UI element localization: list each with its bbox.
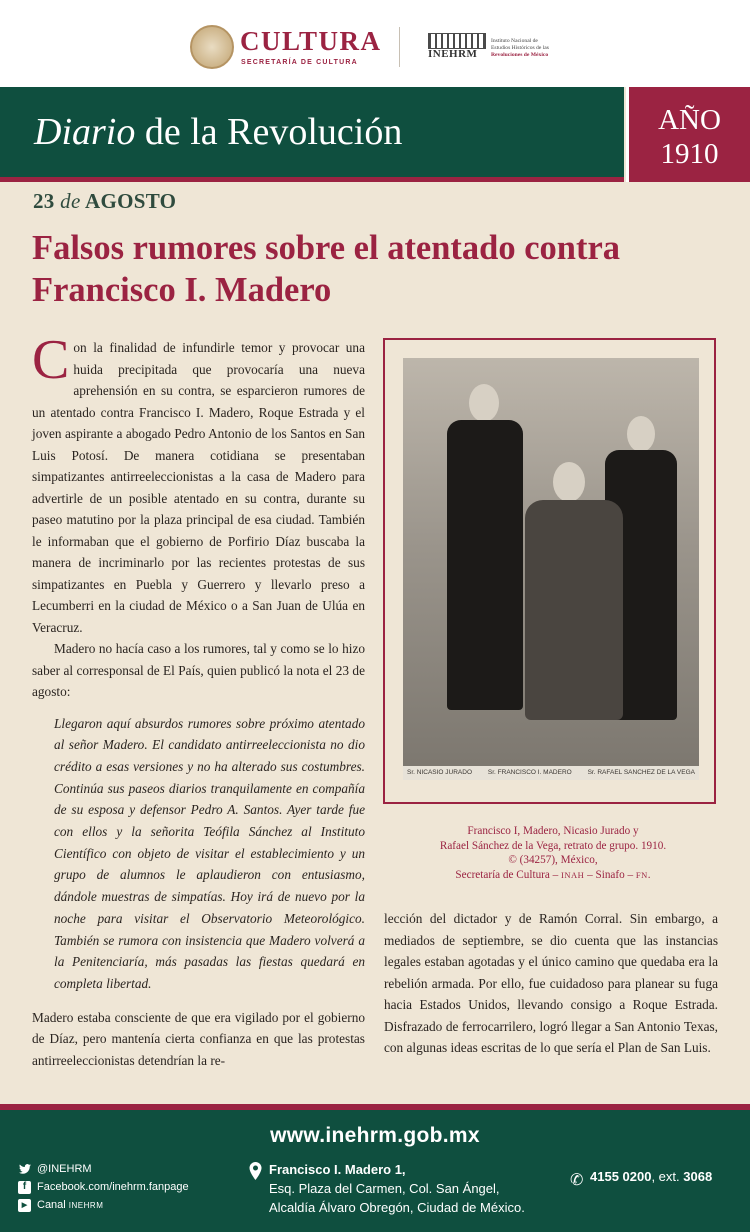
caption-l4c: . — [647, 868, 651, 881]
newspaper-quote: Llegaron aquí absurdos rumores sobre próximo atentado al señor Madero. El candidato antirreeleccionista no dio crédito a esas versiones y no ha alterado sus costumbres. Continúa sus paseos diarios tranquilamente en compañía de su esposa y defensor Pedro A. Santos. Ayer tarde fue con ellos y la señorita Teófila Sánchez al Instituto Científico con objeto de visitar el establecimiento y un grupo de alumnos le aplaudieron con entusiasmo, dándole muestras de simpatías. Hoy irá de nuevo por la noche para visitar el Observatorio Meteorológico. También se rumora con insistencia que Madero volverá a la Penitenciaría, más pasadas las fiestas quedará en completa libertad. — [54, 715, 365, 991]
inehrm-name-line3: Revoluciones de México — [491, 52, 549, 58]
year-label: AÑO — [658, 104, 721, 136]
twitter-icon — [18, 1163, 31, 1176]
photo-figure-left-head — [469, 384, 499, 422]
logo-divider — [399, 27, 400, 67]
address-title: Francisco I. Madero 1, — [269, 1162, 406, 1177]
photo-figure-left — [447, 420, 523, 710]
twitter-handle: @INEHRM — [37, 1163, 92, 1175]
date-de: de — [60, 189, 81, 213]
caption-inah: INAH — [561, 869, 585, 880]
article-date — [33, 189, 176, 214]
location-pin-icon — [249, 1162, 262, 1180]
twitter-link[interactable] — [18, 1160, 189, 1178]
drop-cap: C — [32, 329, 70, 391]
photo-label-right: Sr. RAFAEL SANCHEZ DE LA VEGA — [587, 769, 695, 776]
footer — [0, 1110, 750, 1232]
photo-figure-right-head — [627, 416, 655, 452]
caption-fn: FN — [635, 869, 648, 880]
cultura-logo-text: CULTURA — [240, 26, 382, 56]
paragraph-3: Madero estaba consciente de que era vigilado por el gobierno de Díaz, pero mantenía cierta confianza en que las protestas antirreeleccionistas detendrían la re- — [32, 1009, 365, 1068]
paragraph-4: lección del dictador y de Ramón Corral. Sin embargo, a mediados de septiembre, se dio cuenta que las instancias legales estaban agotadas y el único camino que quedaba era la rebelión armada. Por ello, fue cuidadoso para planear su fuga hacia Estados Unidos, llevando consigo a Roque Estrada. Disfrazado de ferrocarrilero, logró llegar a San Antonio Texas, con algunas ideas escritas de lo que sería el Plan de San Luis. — [384, 911, 718, 1055]
inehrm-building-icon — [428, 33, 486, 49]
paragraph-2: Madero no hacía caso a los rumores, tal y como se lo hizo saber al corresponsal de El País, quien publicó la nota el 23 de agosto: — [32, 641, 365, 699]
facebook-icon: f — [18, 1181, 31, 1194]
caption-l4a: Secretaría de Cultura – — [455, 868, 562, 881]
article-headline: Falsos rumores sobre el atentado contra Francisco I. Madero — [32, 229, 621, 309]
address-line2: Esq. Plaza del Carmen, Col. San Ángel, — [269, 1181, 500, 1196]
address-line3: Alcaldía Álvaro Obregón, Ciudad de México. — [269, 1200, 525, 1215]
phone-icon: ✆ — [570, 1172, 584, 1189]
caption-line4 — [430, 868, 676, 883]
inehrm-name-line1: Instituto Nacional de — [491, 38, 538, 44]
youtube-label — [37, 1196, 103, 1215]
inehrm-full-name — [491, 38, 549, 59]
banner-stripe — [0, 177, 624, 182]
social-links — [18, 1160, 189, 1215]
facebook-url: Facebook.com/inehrm.fanpage — [37, 1181, 189, 1193]
mexico-seal-icon — [190, 25, 234, 69]
phone-ext-label: , ext. — [651, 1169, 684, 1184]
caption-line2: Rafael Sánchez de la Vega, retrato de grupo. 1910. — [439, 839, 667, 852]
caption-l4b: – Sinafo – — [584, 868, 636, 881]
youtube-link[interactable] — [18, 1196, 189, 1215]
title-italic: Diario — [34, 111, 136, 153]
year-value: 1910 — [660, 138, 719, 170]
photo-figure-center — [525, 500, 623, 720]
date-day: 23 — [33, 189, 55, 213]
youtube-icon: ▶ — [18, 1199, 31, 1212]
title-rest: de la Revolución — [135, 111, 403, 153]
photo-label-strip — [403, 766, 699, 780]
year-badge — [626, 87, 750, 182]
youtube-pre: Canal — [37, 1199, 69, 1211]
publication-title — [34, 110, 402, 154]
website-link[interactable]: www.inehrm.gob.mx — [270, 1124, 480, 1147]
article-column-right — [384, 908, 718, 1059]
article-column-left — [32, 329, 365, 1071]
caption-line3: © (34257), México, — [508, 854, 598, 866]
photo-label-mid: Sr. FRANCISCO I. MADERO — [487, 769, 572, 776]
caption-line1: Francisco I, Madero, Nicasio Jurado y — [467, 825, 639, 837]
photo-label-left: Sr. NICASIO JURADO — [407, 769, 473, 776]
inehrm-logo-text: INEHRM — [428, 48, 478, 60]
youtube-channel: INEHRM — [68, 1201, 104, 1210]
paragraph-1 — [32, 329, 365, 638]
phone-ext: 3068 — [683, 1169, 713, 1184]
phone-main: 4155 0200 — [590, 1169, 652, 1184]
inehrm-name-line2: Estudios Históricos de las — [491, 45, 549, 51]
date-month: AGOSTO — [85, 189, 177, 213]
address-block — [269, 1160, 525, 1217]
facebook-link[interactable] — [18, 1178, 189, 1196]
photo-figure-center-head — [553, 462, 585, 502]
phone-number[interactable] — [590, 1169, 712, 1184]
paragraph-1-text: on la finalidad de infundirle temor y provocar una huida precipitada que provocaría una nueva aprehensión en su contra, se esparcieron rumores de un atentado contra Francisco I. Madero, Roque Estrada y el joven aspirante a abogado Pedro Antonio de los Santos en San Luis Potosí. De manera cotidiana se presentaban simpatizantes antirreeleccionistas a la casa de Madero para advertirle de un posible atentado en su contra, durante su paseo matutino por la plaza principal de esa ciudad. También le informaban que el gobierno de Porfirio Díaz buscaba la manera de incriminarlo por las recientes protestas de sus simpatizantes en Puebla y Guerrero y llevarlo preso a Lecumberri en la ciudad de México o a San Juan de Ulúa en Veracruz. — [32, 340, 365, 635]
cultura-logo-subtitle: SECRETARÍA DE CULTURA — [241, 59, 358, 66]
historical-group-photo — [403, 358, 699, 780]
photo-caption — [430, 824, 676, 882]
